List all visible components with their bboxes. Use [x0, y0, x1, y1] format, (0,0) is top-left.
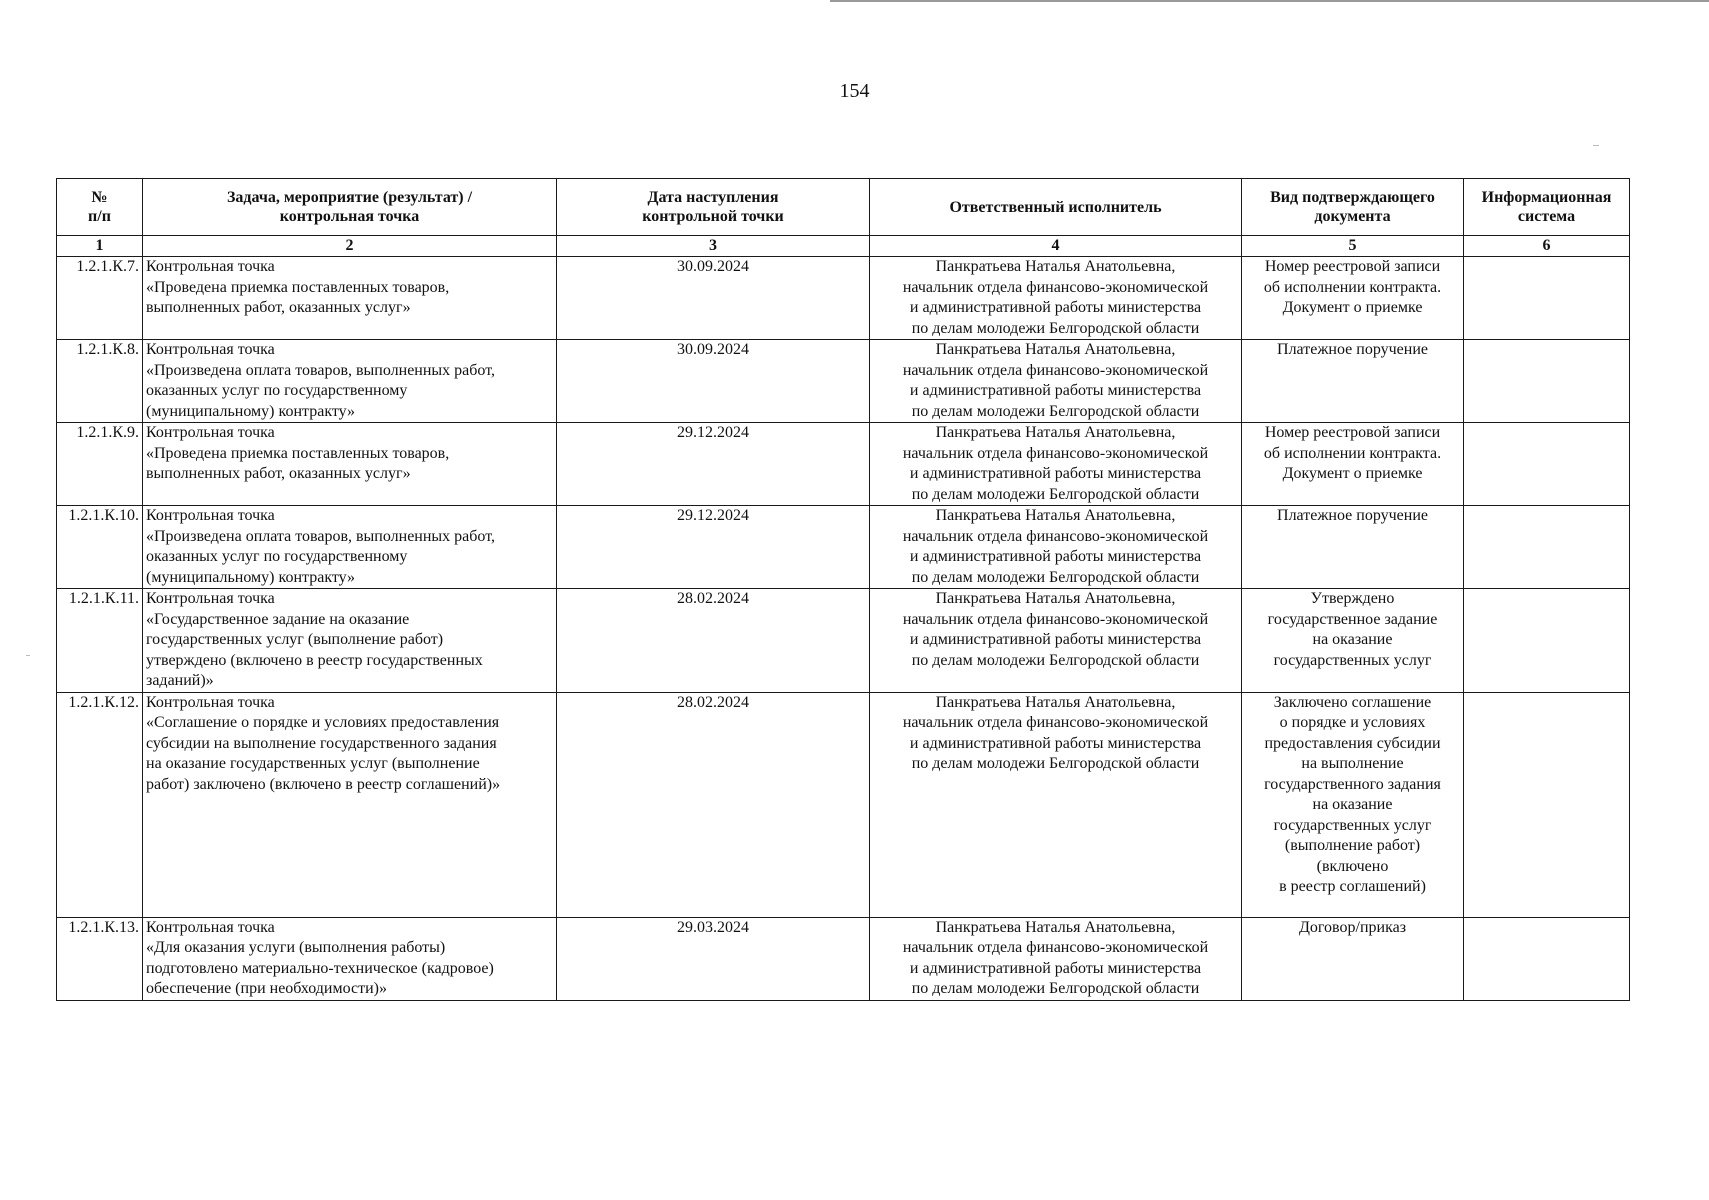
row-task: Контрольная точка «Произведена оплата товаров, выполненных работ, оказанных услуг по государственному (муниципальному) контракту» — [143, 340, 557, 423]
header-executor: Ответственный исполнитель — [870, 179, 1242, 236]
row-date: 29.12.2024 — [557, 506, 870, 589]
column-number: 5 — [1242, 236, 1464, 257]
column-number: 2 — [143, 236, 557, 257]
row-system — [1464, 423, 1630, 506]
row-executor: Панкратьева Наталья Анатольевна, начальник отдела финансово-экономической и административной работы министерства по делам молодежи Белгородской области — [870, 506, 1242, 589]
column-number: 4 — [870, 236, 1242, 257]
row-system — [1464, 257, 1630, 340]
row-document: Номер реестровой записи об исполнении контракта. Документ о приемке — [1242, 257, 1464, 340]
table-row — [57, 423, 1630, 506]
row-date: 30.09.2024 — [557, 257, 870, 340]
row-system — [1464, 692, 1630, 917]
row-document: Платежное поручение — [1242, 506, 1464, 589]
header-task: Задача, мероприятие (результат) / контрольная точка — [143, 179, 557, 236]
row-date: 29.03.2024 — [557, 917, 870, 1000]
header-num: № п/п — [57, 179, 143, 236]
header-system: Информационная система — [1464, 179, 1630, 236]
row-task: Контрольная точка «Государственное задание на оказание государственных услуг (выполнение работ) утверждено (включено в реестр государственных заданий)» — [143, 589, 557, 693]
row-document: Договор/приказ — [1242, 917, 1464, 1000]
table-row — [57, 340, 1630, 423]
row-number: 1.2.1.К.9. — [57, 423, 143, 506]
scan-mark — [26, 655, 30, 656]
row-system — [1464, 340, 1630, 423]
row-executor: Панкратьева Наталья Анатольевна, начальник отдела финансово-экономической и административной работы министерства по делам молодежи Белгородской области — [870, 589, 1242, 693]
column-number: 1 — [57, 236, 143, 257]
scan-mark — [1593, 145, 1599, 146]
header-row — [57, 179, 1630, 236]
row-task: Контрольная точка «Проведена приемка поставленных товаров, выполненных работ, оказанных услуг» — [143, 257, 557, 340]
table-row — [57, 257, 1630, 340]
row-date: 28.02.2024 — [557, 692, 870, 917]
row-executor: Панкратьева Наталья Анатольевна, начальник отдела финансово-экономической и административной работы министерства по делам молодежи Белгородской области — [870, 423, 1242, 506]
control-points-table — [56, 178, 1630, 1001]
row-number: 1.2.1.К.11. — [57, 589, 143, 693]
row-number: 1.2.1.К.7. — [57, 257, 143, 340]
row-system — [1464, 917, 1630, 1000]
row-task: Контрольная точка «Проведена приемка поставленных товаров, выполненных работ, оказанных услуг» — [143, 423, 557, 506]
row-number: 1.2.1.К.13. — [57, 917, 143, 1000]
row-system — [1464, 589, 1630, 693]
row-document: Утверждено государственное задание на оказание государственных услуг — [1242, 589, 1464, 693]
table-row — [57, 917, 1630, 1000]
row-document: Заключено соглашение о порядке и условиях предоставления субсидии на выполнение государственного задания на оказание государственных услуг (выполнение работ) (включено в реестр соглашений) — [1242, 692, 1464, 917]
table-row — [57, 589, 1630, 693]
row-executor: Панкратьева Наталья Анатольевна, начальник отдела финансово-экономической и административной работы министерства по делам молодежи Белгородской области — [870, 917, 1242, 1000]
row-executor: Панкратьева Наталья Анатольевна, начальник отдела финансово-экономической и административной работы министерства по делам молодежи Белгородской области — [870, 340, 1242, 423]
row-task: Контрольная точка «Для оказания услуги (выполнения работы) подготовлено материально-техническое (кадровое) обеспечение (при необходимости)» — [143, 917, 557, 1000]
table-row — [57, 692, 1630, 917]
column-number-row — [57, 236, 1630, 257]
row-date: 30.09.2024 — [557, 340, 870, 423]
row-executor: Панкратьева Наталья Анатольевна, начальник отдела финансово-экономической и административной работы министерства по делам молодежи Белгородской области — [870, 692, 1242, 917]
row-task: Контрольная точка «Соглашение о порядке и условиях предоставления субсидии на выполнение государственного задания на оказание государственных услуг (выполнение работ) заключено (включено в реестр соглашений)» — [143, 692, 557, 917]
row-number: 1.2.1.К.8. — [57, 340, 143, 423]
header-document: Вид подтверждающего документа — [1242, 179, 1464, 236]
page-number: 154 — [839, 80, 870, 102]
row-date: 29.12.2024 — [557, 423, 870, 506]
column-number: 3 — [557, 236, 870, 257]
row-number: 1.2.1.К.12. — [57, 692, 143, 917]
row-executor: Панкратьева Наталья Анатольевна, начальник отдела финансово-экономической и административной работы министерства по делам молодежи Белгородской области — [870, 257, 1242, 340]
scan-edge-line — [830, 0, 1709, 2]
row-document: Номер реестровой записи об исполнении контракта. Документ о приемке — [1242, 423, 1464, 506]
row-task: Контрольная точка «Произведена оплата товаров, выполненных работ, оказанных услуг по государственному (муниципальному) контракту» — [143, 506, 557, 589]
row-number: 1.2.1.К.10. — [57, 506, 143, 589]
column-number: 6 — [1464, 236, 1630, 257]
table-row — [57, 506, 1630, 589]
row-system — [1464, 506, 1630, 589]
row-date: 28.02.2024 — [557, 589, 870, 693]
row-document: Платежное поручение — [1242, 340, 1464, 423]
header-date: Дата наступления контрольной точки — [557, 179, 870, 236]
